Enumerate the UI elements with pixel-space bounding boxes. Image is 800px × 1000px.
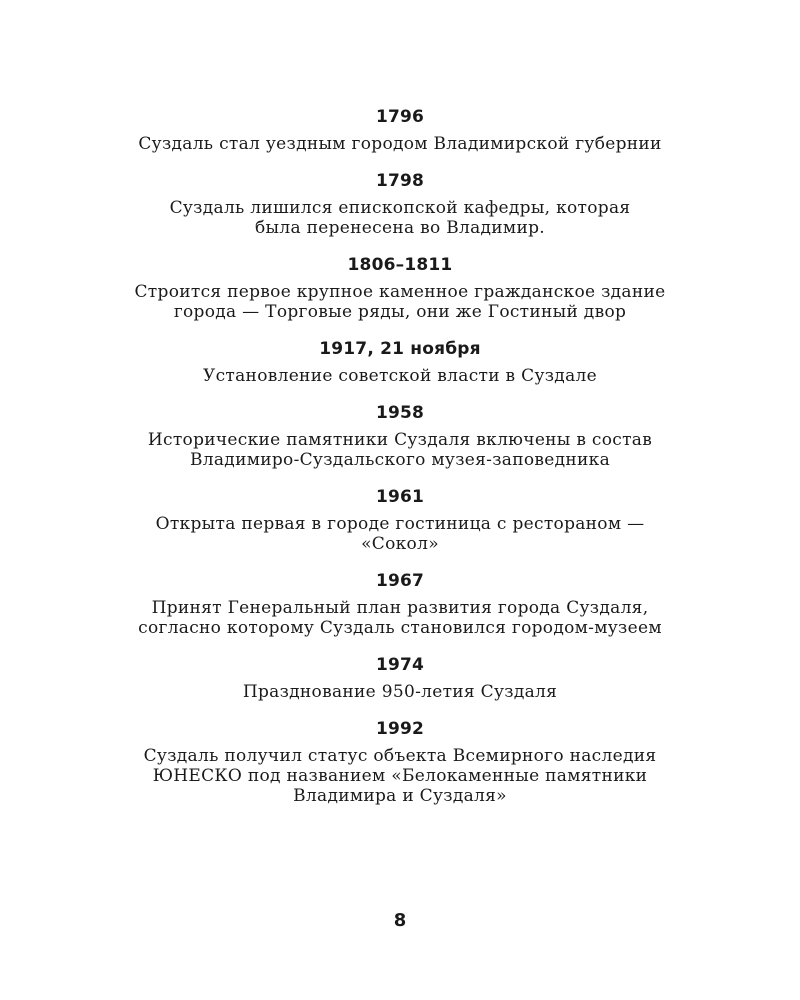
entry-year: 1958 xyxy=(375,403,425,423)
timeline xyxy=(130,106,670,822)
entry-text: Установление советской власти в Суздале xyxy=(203,366,597,386)
entry-year: 1796 xyxy=(375,107,425,127)
timeline-entry-1961 xyxy=(130,486,670,554)
entry-text: Открыта первая в городе гостиница с рестораном — «Сокол» xyxy=(155,514,645,554)
entry-year: 1967 xyxy=(375,571,425,591)
entry-text: Суздаль лишился епископской кафедры, которая была перенесена во Владимир. xyxy=(169,198,631,238)
timeline-entry-1992 xyxy=(130,718,670,806)
timeline-entry-1917 xyxy=(130,338,670,386)
entry-year: 1806–1811 xyxy=(347,255,453,275)
entry-text: Принят Генеральный план развития города Суздаля, согласно которому Суздаль становился городом-музеем xyxy=(138,598,662,638)
entry-text: Суздаль стал уездным городом Владимирской губернии xyxy=(138,134,662,154)
entry-year: 1974 xyxy=(375,655,425,675)
timeline-entry-1798 xyxy=(130,170,670,238)
entry-text: Празднование 950-летия Суздаля xyxy=(242,682,558,702)
entry-year: 1992 xyxy=(375,719,425,739)
entry-year: 1798 xyxy=(375,171,425,191)
timeline-entry-1958 xyxy=(130,402,670,470)
timeline-entry-1806-1811 xyxy=(130,254,670,322)
entry-text: Строится первое крупное каменное гражданское здание города — Торговые ряды, они же Гостиный двор xyxy=(134,282,666,322)
entry-text: Суздаль получил статус объекта Всемирного наследия ЮНЕСКО под названием «Белокаменные памятники Владимира и Суздаля» xyxy=(143,746,657,806)
entry-year: 1917, 21 ноября xyxy=(319,339,481,359)
entry-text: Исторические памятники Суздаля включены в состав Владимиро-Суздальского музея-заповедника xyxy=(147,430,653,470)
timeline-entry-1967 xyxy=(130,570,670,638)
entry-year: 1961 xyxy=(375,487,425,507)
timeline-entry-1974 xyxy=(130,654,670,702)
page-number: 8 xyxy=(393,910,407,931)
timeline-entry-1796 xyxy=(130,106,670,154)
